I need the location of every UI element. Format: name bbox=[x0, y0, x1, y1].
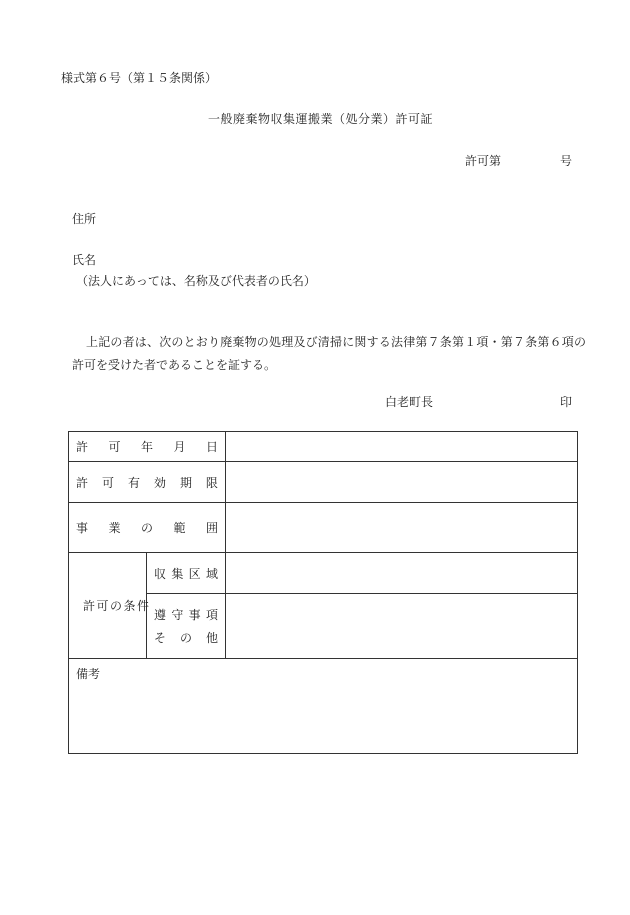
label-char: 囲 bbox=[205, 521, 218, 535]
issuer-title: 白老町長 bbox=[385, 395, 434, 409]
permit-date-row bbox=[69, 432, 578, 462]
permit-number-suffix: 号 bbox=[560, 154, 573, 168]
label-char: 可 bbox=[96, 599, 109, 613]
label-char: 効 bbox=[153, 475, 166, 490]
collection-area-label bbox=[147, 553, 226, 594]
label-char: 許 bbox=[83, 599, 96, 613]
label-char: 収 bbox=[154, 566, 167, 581]
label-char: 日 bbox=[205, 440, 218, 454]
scope-value[interactable] bbox=[226, 503, 578, 553]
seal-mark: 印 bbox=[560, 395, 573, 409]
label-char: 域 bbox=[205, 566, 218, 581]
label-char: の bbox=[140, 521, 153, 535]
scope-label bbox=[69, 503, 226, 553]
label-char: 集 bbox=[171, 566, 184, 581]
form-number: 様式第６号（第１５条関係） bbox=[61, 71, 218, 85]
validity-label bbox=[69, 462, 226, 503]
certification-text-line-1: 上記の者は、次のとおり廃棄物の処理及び清掃に関する法律第７条第１項・第７条第６項の bbox=[86, 335, 587, 349]
notes-cell[interactable] bbox=[69, 659, 578, 754]
label-char: 月 bbox=[173, 440, 186, 454]
label-char: 守 bbox=[171, 608, 184, 622]
validity-value[interactable] bbox=[226, 462, 578, 503]
label-char: そ bbox=[154, 631, 167, 645]
validity-row bbox=[69, 462, 578, 503]
label-char: 件 bbox=[136, 599, 149, 613]
label-char: 有 bbox=[127, 475, 140, 490]
label-char: 事 bbox=[76, 521, 89, 535]
label-char: 区 bbox=[188, 566, 201, 581]
label-char: 項 bbox=[205, 608, 218, 622]
label-char: 限 bbox=[205, 475, 218, 490]
permit-number-label: 許可第 bbox=[465, 154, 502, 168]
certification-text-line-2: 許可を受けた者であることを証する。 bbox=[72, 358, 277, 372]
label-char: の bbox=[179, 631, 192, 645]
label-char: 許 bbox=[76, 440, 89, 454]
notes-row bbox=[69, 659, 578, 754]
label-char: 他 bbox=[205, 631, 218, 645]
name-label: 氏名 bbox=[72, 253, 97, 267]
compliance-value[interactable] bbox=[226, 594, 578, 659]
permit-date-value[interactable] bbox=[226, 432, 578, 462]
label-char: 期 bbox=[179, 475, 192, 490]
label-char: 業 bbox=[108, 521, 121, 535]
conditions-label bbox=[69, 553, 147, 659]
name-note: （法人にあっては、名称及び代表者の氏名） bbox=[76, 274, 316, 288]
label-char: 可 bbox=[101, 475, 114, 490]
address-label: 住所 bbox=[72, 212, 97, 226]
collection-area-row bbox=[69, 553, 578, 594]
label-char: 可 bbox=[108, 440, 121, 454]
label-char: 許 bbox=[76, 475, 89, 490]
document-title: 一般廃棄物収集運搬業（処分業）許可証 bbox=[208, 112, 434, 126]
label-char: 遵 bbox=[154, 608, 167, 622]
compliance-label bbox=[147, 594, 226, 659]
label-char: 条 bbox=[123, 599, 136, 613]
label-char: 事 bbox=[188, 608, 201, 622]
label-char: 範 bbox=[173, 521, 186, 535]
label-char: の bbox=[109, 599, 122, 613]
notes-label: 備考 bbox=[76, 667, 101, 681]
scope-row bbox=[69, 503, 578, 553]
collection-area-value[interactable] bbox=[226, 553, 578, 594]
permit-date-label bbox=[69, 432, 226, 462]
label-char: 年 bbox=[140, 440, 153, 454]
permit-details-table bbox=[68, 431, 578, 754]
